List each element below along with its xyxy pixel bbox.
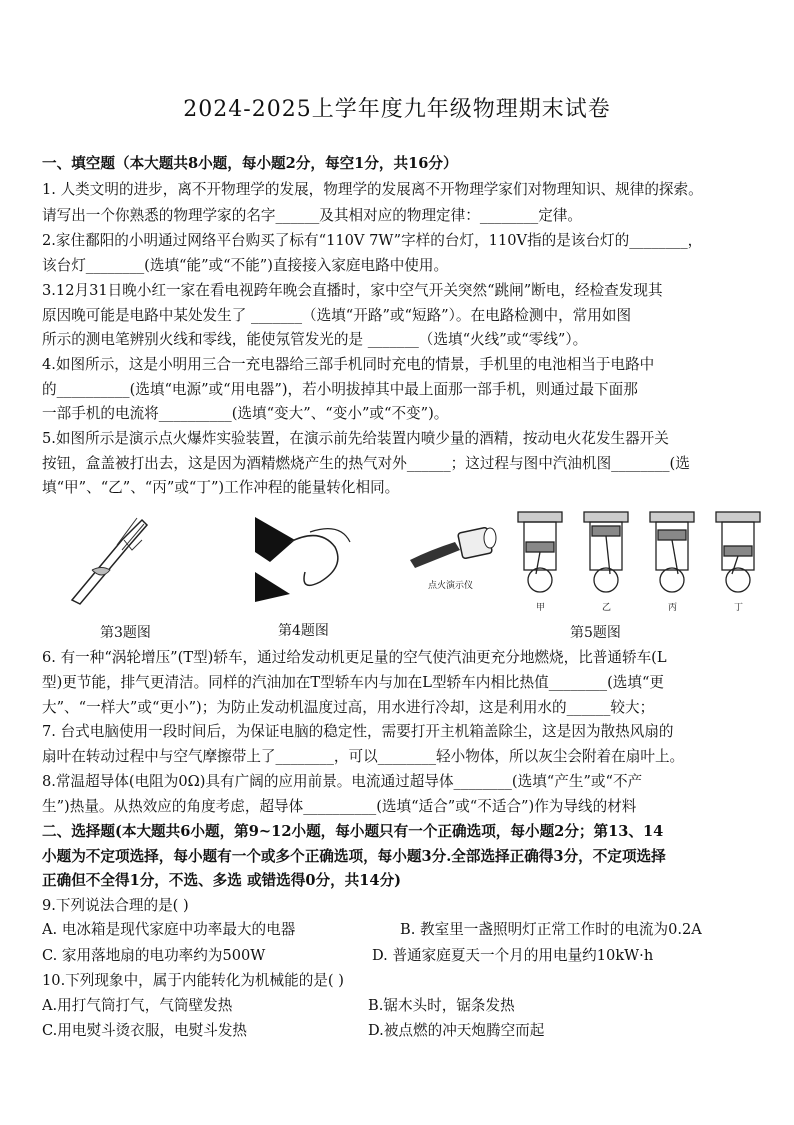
q3-line1: 3.12月31日晚小红一家在看电视跨年晚会直播时，家中空气开关突然“跳闸”断电，经检查发现其 [42, 282, 663, 299]
q7-line2: 扇叶在转动过程中与空气摩擦带上了________，可以________轻小物体，所以灰尘会附着在扇叶上。 [42, 748, 685, 765]
engine-strokes-figure [508, 506, 770, 598]
q2-line2: 该台灯________(选填“能”或“不能”)直接接入家庭电路中使用。 [42, 257, 449, 274]
q10-option-c: C.用电熨斗烫衣服，电熨斗发热 [42, 1022, 248, 1039]
fig4-caption: 第4题图 [278, 623, 329, 639]
page-title: 2024-2025上学年度九年级物理期末试卷 [183, 97, 611, 122]
fig5-caption: 第5题图 [570, 625, 621, 641]
q9-stem: 9.下列说法合理的是( ) [42, 897, 189, 914]
q9-option-b: B. 教室里一盏照明灯正常工作时的电流为0.2A [400, 921, 702, 938]
q7-line1: 7. 台式电脑使用一段时间后，为保证电脑的稳定性，需要打开主机箱盖除尘，这是因为散热风扇的 [42, 723, 674, 740]
q6-line2: 型)更节能，排气更清洁。同样的汽油加在T型轿车内与加在L型轿车内相比热值________(选填“更 [42, 674, 665, 691]
q4-line1: 4.如图所示，这是小明用三合一充电器给三部手机同时充电的情景，手机里的电池相当于电路中 [42, 356, 655, 373]
q3-line2: 原因晚可能是电路中某处发生了 _______（选填“开路”或“短路”）。在电路检测中，常用如图 [42, 307, 632, 324]
engine-label-yi: 乙 [602, 603, 612, 613]
q8-line1: 8.常温超导体(电阻为0Ω)具有广阔的应用前景。电流通过超导体________(选填“产生”或“不产 [42, 773, 643, 790]
engine-label-bing: 丙 [668, 603, 678, 613]
q1-line2: 请写出一个你熟悉的物理学家的名字______及其相对应的物理定律：________定律。 [42, 207, 582, 224]
section-fill-header: 一、填空题（本大题共8小题，每小题2分，每空1分，共16分） [42, 155, 458, 172]
q9-option-c: C. 家用落地扇的电功率约为500W [42, 947, 266, 964]
test-pen-figure [62, 510, 152, 610]
ignition-demo-figure [405, 520, 500, 570]
q10-option-a: A.用打气筒打气，气筒壁发热 [42, 997, 233, 1014]
q6-line3: 大”、“一样大”或“更小”)；为防止发动机温度过高，用水进行冷却，这是利用水的______较大； [42, 699, 655, 716]
phone-charging-figure [250, 512, 360, 604]
q9-option-a: A. 电冰箱是现代家庭中功率最大的电器 [42, 921, 296, 938]
q4-line3: 一部手机的电流将__________(选填“变大”、“变小”或“不变”)。 [42, 405, 449, 422]
q5-line2: 按钮，盒盖被打出去，这是因为酒精燃烧产生的热气对外______；这过程与图中汽油机图________(选 [42, 455, 690, 472]
engine-label-ding: 丁 [734, 603, 744, 613]
q5-line3: 填“甲”、“乙”、“丙”或“丁”)工作冲程的能量转化相同。 [42, 479, 400, 496]
section-choice-header-3: 正确但不全得1分，不选、多选 或错选得0分，共14分) [42, 872, 402, 889]
q2-line1: 2.家住鄱阳的小明通过网络平台购买了标有“110V 7W”字样的台灯，110V指的是该台灯的________， [42, 232, 703, 249]
q3-line3: 所示的测电笔辨别火线和零线，能使氖管发光的是 _______（选填“火线”或“零线”）。 [42, 331, 588, 348]
q9-option-d: D. 普通家庭夏天一个月的用电量约10kW·h [372, 947, 654, 964]
section-choice-header-2: 小题为不定项选择，每小题有一个或多个正确选项，每小题3分.全部选择正确得3分，不定项选择 [42, 848, 666, 865]
section-choice-header-1: 二、选择题(本大题共6小题，第9~12小题，每小题只有一个正确选项，每小题2分；第13、14 [42, 823, 664, 840]
q8-line2: 生”)热量。从热效应的角度考虑，超导体__________(选填“适合”或“不适合”)作为导线的材料 [42, 798, 637, 815]
q1-line1: 1. 人类文明的进步，离不开物理学的发展，物理学的发展离不开物理学家们对物理知识、规律的探索。 [42, 181, 703, 198]
q10-option-b: B.锯木头时，锯条发热 [368, 997, 515, 1014]
q4-line2: 的__________(选填“电源”或“用电器”)，若小明拔掉其中最上面那一部手机，则通过最下面那 [42, 381, 638, 398]
ignition-demo-label: 点火演示仪 [428, 581, 474, 591]
q6-line1: 6. 有一种“涡轮增压”(T型)轿车，通过给发动机更足量的空气使汽油更充分地燃烧，比普通轿车(L [42, 649, 667, 666]
engine-label-jia: 甲 [536, 603, 546, 613]
q10-stem: 10.下列现象中，属于内能转化为机械能的是( ) [42, 972, 344, 989]
q10-option-d: D.被点燃的冲天炮腾空而起 [368, 1022, 545, 1039]
fig3-caption: 第3题图 [100, 625, 151, 641]
q5-line1: 5.如图所示是演示点火爆炸实验装置，在演示前先给装置内喷少量的酒精，按动电火花发生器开关 [42, 430, 669, 447]
